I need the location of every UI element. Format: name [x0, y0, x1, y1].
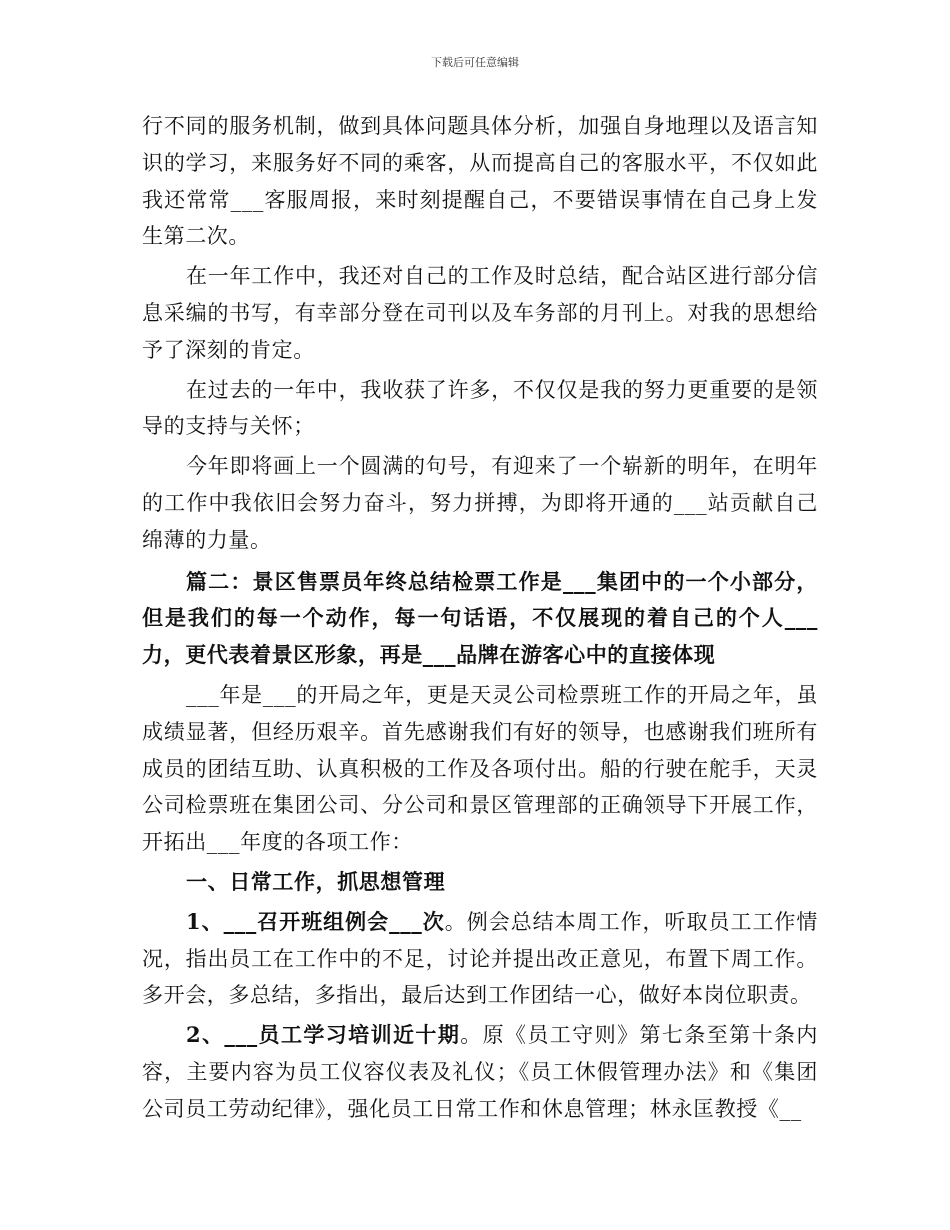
list-item-1	[142, 904, 818, 1014]
list-item-2-title: 2、___员工学习培训近十期	[186, 1022, 461, 1048]
paragraph-5: ___年是___的开局之年，更是天灵公司检票班工作的开局之年，虽成绩显著，但经历艰辛。首先感谢我们有好的领导，也感谢我们班所有成员的团结互助、认真积极的工作及各项付出。船的行驶在舵手，天灵公司检票班在集团公司、分公司和景区管理部的正确领导下开展工作，开拓出___年度的各项工作：	[142, 682, 818, 855]
list-item-2-text: 。原《员工守则》第七条至第十条内容，主要内容为员工仪容仪表及礼仪；《员工休假管理办法》和《集团公司员工劳动纪律》，强化员工日常工作和休息管理；林永匡教授《__	[142, 1023, 818, 1121]
paragraph-2: 在一年工作中，我还对自己的工作及时总结，配合站区进行部分信息采编的书写，有幸部分登在司刊以及车务部的月刊上。对我的思想给予了深刻的肯定。	[142, 264, 818, 362]
list-item-1-title: 1、___召开班组例会___次	[186, 908, 445, 934]
subheading-daily-work: 一、日常工作，抓思想管理	[186, 868, 446, 894]
section-title: 篇二：景区售票员年终总结检票工作是___集团中的一个小部分，但是我们的每一个动作，每一句话语，不仅展现的着自己的个人___力，更代表着景区形象，再是___品牌在游客心中的直接体现	[142, 568, 818, 668]
paragraph-1: 行不同的服务机制，做到具体问题具体分析，加强自身地理以及语言知识的学习，来服务好不同的乘客，从而提高自己的客服水平，不仅如此我还常常___客服周报，来时刻提醒自己，不要错误事情在自己身上发生第二次。	[142, 114, 818, 249]
list-item-1-text: 。例会总结本周工作，听取员工工作情况，指出员工在工作中的不足，讨论并提出改正意见，布置下周工作。多开会，多总结，多指出，最后达到工作团结一心，做好本岗位职责。	[142, 909, 818, 1008]
paragraph-4: 今年即将画上一个圆满的句号，有迎来了一个崭新的明年，在明年的工作中我依旧会努力奋斗，努力拼搏，为即将开通的___站贡献自己绵薄的力量。	[142, 454, 818, 552]
paragraph-3: 在过去的一年中，我收获了许多，不仅仅是我的努力更重要的是领导的支持与关怀；	[142, 377, 818, 439]
list-item-2	[142, 1017, 818, 1127]
document-body	[142, 108, 818, 1128]
page-header: 下载后可任意编辑	[431, 56, 519, 69]
